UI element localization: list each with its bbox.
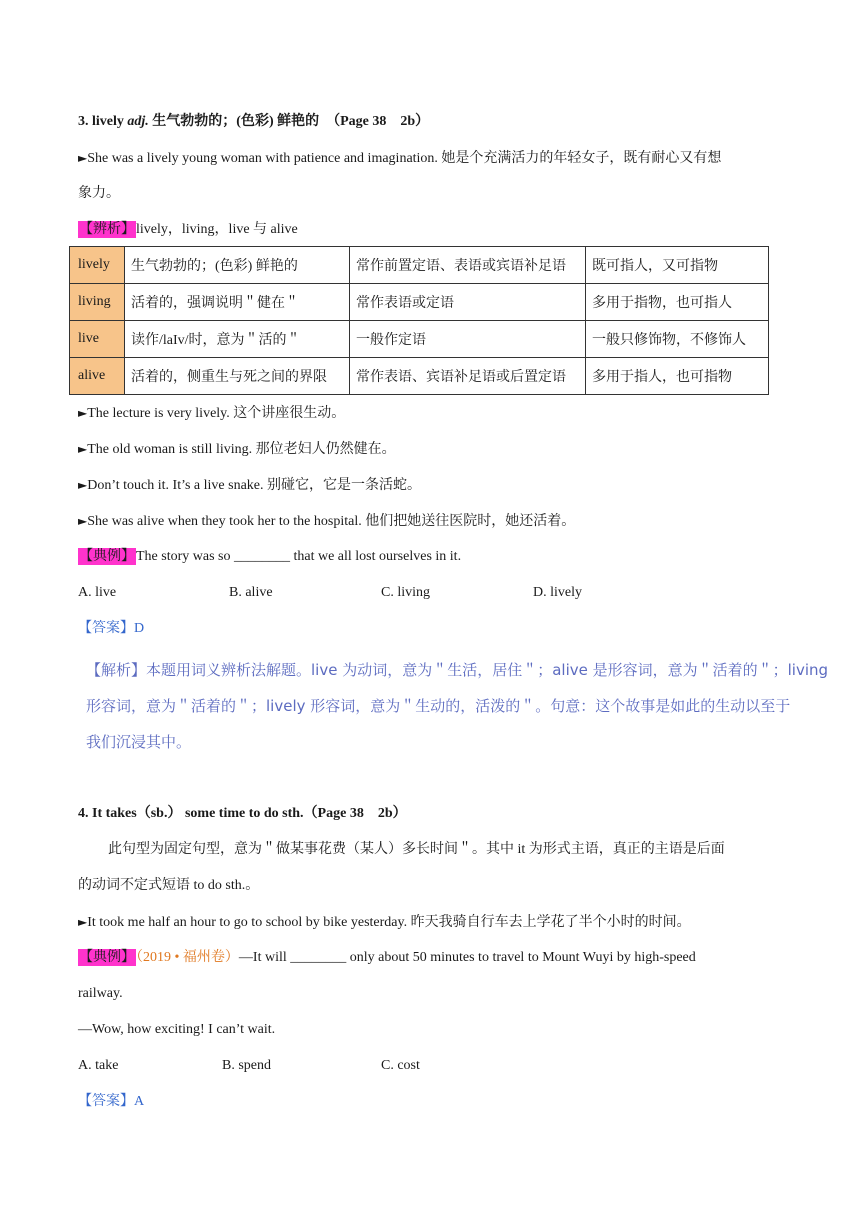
section-3-heading	[78, 112, 429, 132]
table-cell-meaning: 生气勃勃的；(色彩) 鲜艳的	[125, 247, 350, 284]
option-c: C. living	[381, 585, 431, 600]
explanation-line-3: 我们沉浸其中。	[86, 733, 192, 751]
example-tag: 【典例】	[79, 549, 135, 564]
example-text: The lecture is very lively. 这个讲座很生动。	[87, 406, 346, 421]
arrow-icon: ►	[78, 406, 88, 420]
question-text: The story was so ________ that we all lost ourselves in it.	[136, 549, 462, 564]
answer-line	[78, 619, 144, 639]
example-sentence-1-cont: 象力。	[78, 186, 120, 201]
example-sentence-1	[78, 148, 721, 169]
option-a: A. take	[78, 1058, 119, 1073]
table-cell-word: alive	[70, 358, 125, 395]
table-row	[70, 284, 769, 321]
table-cell-scope: 多用于指物，也可指人	[586, 284, 769, 321]
question-text: —It will ________ only about 50 minutes to travel to Mount Wuyi by high-speed	[238, 950, 696, 965]
table-cell-usage: 常作表语、宾语补足语或后置定语	[350, 358, 586, 395]
section-4-desc-2: 的动词不定式短语 to do sth.。	[78, 878, 260, 893]
explanation-line-1: 【解析】本题用词义辨析法解题。live 为动词，意为＂生活，居住＂；alive 是形容词，意为＂活着的＂；living	[86, 661, 829, 679]
option-b: B. spend	[222, 1058, 271, 1073]
table-cell-usage: 常作表语或定语	[350, 284, 586, 321]
example-lecture	[78, 403, 345, 424]
table-cell-scope: 既可指人，又可指物	[586, 247, 769, 284]
example-text: It took me half an hour to go to school by bike yesterday. 昨天我骑自行车去上学花了半个小时的时间。	[87, 915, 691, 930]
example-hospital	[78, 511, 575, 532]
table-cell-scope: 多用于指人，也可指物	[586, 358, 769, 395]
explanation-line-2: 形容词，意为＂活着的＂；lively 形容词，意为＂生动的，活泼的＂。句意：这个故事是如此的生动以至于	[86, 697, 791, 715]
section-4-desc-1: 此句型为固定句型，意为＂做某事花费（某人）多长时间＂。其中 it 为形式主语，真正的主语是后面	[108, 842, 725, 857]
section-4-heading: 4. It takes（sb.） some time to do sth.（Page 38 2b）	[78, 806, 407, 821]
comparison-table	[69, 246, 769, 395]
arrow-icon: ►	[78, 514, 88, 528]
option-d: D. lively	[533, 585, 582, 600]
option-c: C. cost	[381, 1058, 420, 1073]
analysis-heading	[78, 220, 298, 240]
example-snake	[78, 475, 421, 496]
answer-tag: 【答案】	[78, 1094, 134, 1109]
example-text: She was a lively young woman with patience and imagination. 她是个充满活力的年轻女子，既有耐心又有想	[87, 151, 722, 166]
heading-pos: adj.	[127, 114, 149, 129]
table-row	[70, 247, 769, 284]
example-text: The old woman is still living. 那位老妇人仍然健在。	[87, 442, 396, 457]
heading-word: 3. lively	[78, 114, 128, 129]
answer-value: D	[134, 621, 145, 636]
example-text: Don’t touch it. It’s a live snake. 别碰它，它是一条活蛇。	[87, 478, 421, 493]
arrow-icon: ►	[78, 151, 88, 165]
option-b: B. alive	[229, 585, 273, 600]
table-cell-meaning: 活着的，强调说明＂健在＂	[125, 284, 350, 321]
source-label: （2019 • 福州卷）	[136, 950, 239, 965]
example-woman	[78, 439, 396, 460]
table-cell-word: live	[70, 321, 125, 358]
table-cell-meaning: 活着的，侧重生与死之间的界限	[125, 358, 350, 395]
answer-tag: 【答案】	[78, 621, 134, 636]
analysis-tag: 【辨析】	[79, 222, 135, 237]
section-4-question-cont: railway.	[78, 986, 123, 1001]
table-cell-usage: 常作前置定语、表语或宾语补足语	[350, 247, 586, 284]
section-4-example	[78, 912, 691, 933]
arrow-icon: ►	[78, 915, 88, 929]
example-tag: 【典例】	[79, 950, 135, 965]
answer-value: A	[134, 1094, 145, 1109]
table-cell-usage: 一般作定语	[350, 321, 586, 358]
example-text: She was alive when they took her to the hospital. 他们把她送往医院时，她还活着。	[87, 514, 576, 529]
table-row	[70, 358, 769, 395]
table-cell-meaning: 读作/laIv/时，意为＂活的＂	[125, 321, 350, 358]
section-4-reply: —Wow, how exciting! I can’t wait.	[78, 1022, 276, 1037]
option-a: A. live	[78, 585, 117, 600]
arrow-icon: ►	[78, 442, 88, 456]
heading-meaning: 生气勃勃的；(色彩) 鲜艳的 （Page 38 2b）	[148, 114, 430, 129]
table-row	[70, 321, 769, 358]
analysis-title: lively，living，live 与 alive	[136, 222, 298, 237]
table-cell-word: living	[70, 284, 125, 321]
table-cell-scope: 一般只修饰物，不修饰人	[586, 321, 769, 358]
table-cell-word: lively	[70, 247, 125, 284]
section-4-answer	[78, 1092, 144, 1112]
arrow-icon: ►	[78, 478, 88, 492]
example-question	[78, 547, 461, 567]
section-4-question	[78, 948, 696, 968]
